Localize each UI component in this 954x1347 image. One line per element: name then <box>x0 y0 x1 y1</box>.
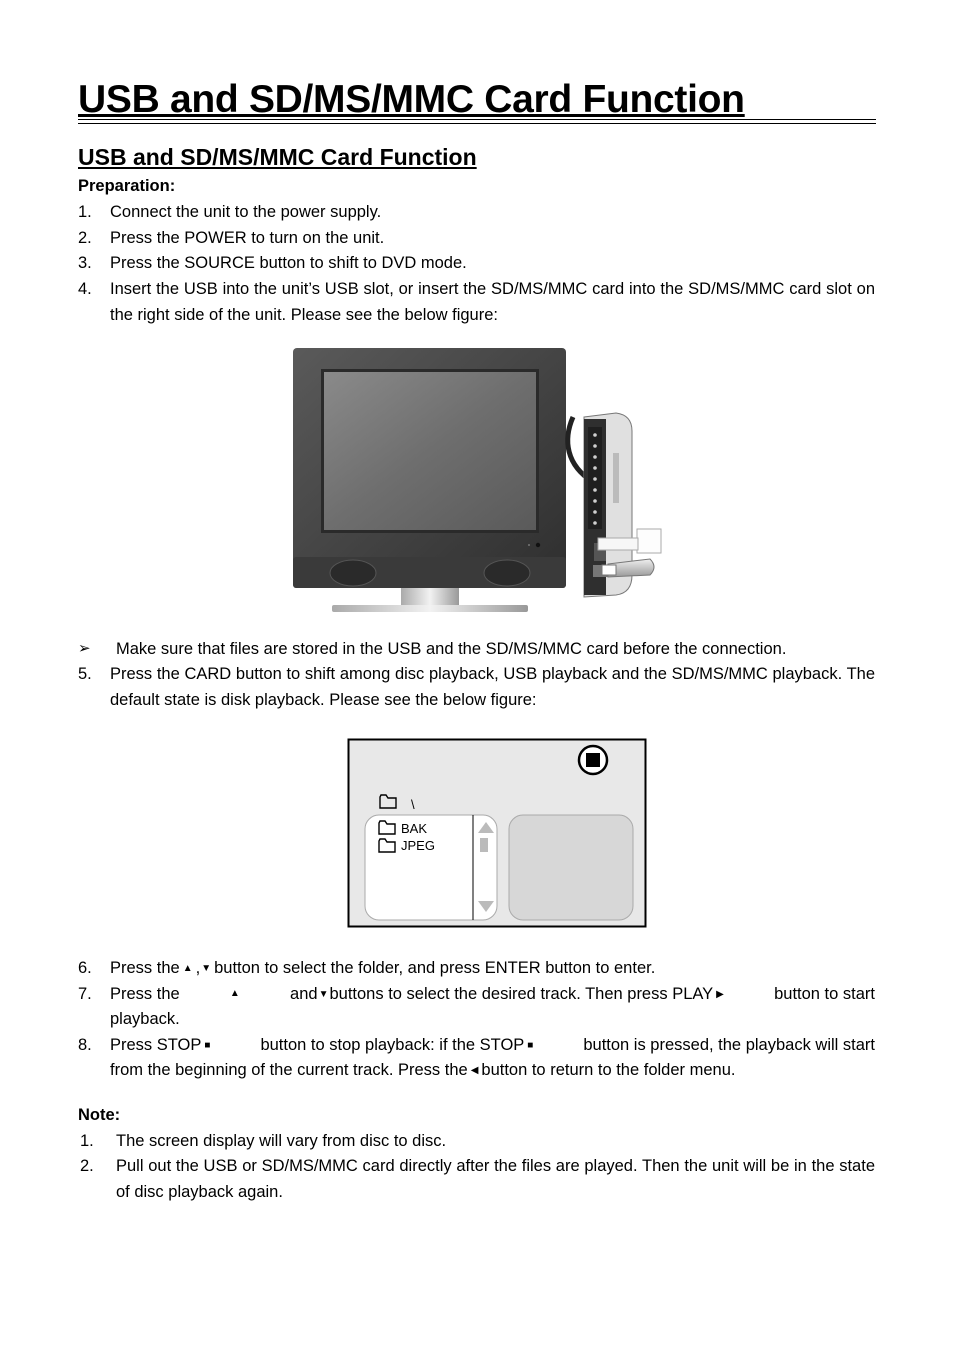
bullet-text: Make sure that files are stored in the USB and the SD/MS/MMC card before the connection. <box>116 640 787 658</box>
note-text: Pull out the USB or SD/MS/MMC card directly after the files are played. Then the unit will be in the state of disc playback again. <box>116 1157 875 1201</box>
bullet-arrow-icon: ➢ <box>78 640 91 657</box>
section-heading: USB and SD/MS/MMC Card Function <box>78 144 477 170</box>
down-arrow-icon: ▼ <box>201 963 212 974</box>
up-arrow-icon: ▲ <box>182 963 193 974</box>
step-number: 6. <box>78 959 92 977</box>
tv-unit-figure <box>290 345 670 615</box>
note-number: 1. <box>80 1132 94 1150</box>
step-text: Connect the unit to the power supply. <box>110 203 382 221</box>
step-number: 2. <box>78 229 92 247</box>
step-text: from the beginning of the current track. Press the ◀ button to return to the folder menu. <box>110 1057 875 1084</box>
step-number: 3. <box>78 254 92 272</box>
note-text: The screen display will vary from disc to disc. <box>116 1132 447 1150</box>
step-text: Press the POWER to turn on the unit. <box>110 229 385 247</box>
step-text: playback. <box>110 1010 180 1028</box>
folder-menu-figure <box>347 738 649 930</box>
note-number: 2. <box>80 1157 94 1175</box>
step-number: 1. <box>78 203 92 221</box>
down-arrow-icon: ▼ <box>318 989 329 1000</box>
step-text: Press the ▲ ,▼ button to select the folder, and press ENTER button to enter. <box>110 955 875 982</box>
step-text: Press the ▲ and▼buttons to select the desired track. Then press PLAY ▶ button to start <box>110 981 875 1008</box>
title-underline-rule-second <box>78 123 876 124</box>
step-text: Insert the USB into the unit’s USB slot, or insert the SD/MS/MMC card into the SD/MS/MMC card slot on the right side of the unit. Please see the below figure: <box>110 280 875 324</box>
step-number: 5. <box>78 665 92 683</box>
current-path: \ <box>411 797 415 812</box>
folder-item[interactable]: JPEG <box>401 838 435 853</box>
stop-icon: ■ <box>527 1040 534 1051</box>
stop-icon: ■ <box>204 1040 211 1051</box>
step-number: 7. <box>78 985 92 1003</box>
up-arrow-icon: ▲ <box>229 988 240 999</box>
title-underline-rule <box>78 119 876 120</box>
preview-pane <box>509 815 633 920</box>
note-label: Note: <box>78 1106 121 1124</box>
page-title: USB and SD/MS/MMC Card Function <box>78 78 745 121</box>
scrollbar-thumb[interactable] <box>480 838 488 852</box>
step-number: 8. <box>78 1036 92 1054</box>
step-text: Press the SOURCE button to shift to DVD mode. <box>110 254 467 272</box>
left-arrow-icon: ◀ <box>470 1065 479 1076</box>
play-icon: ▶ <box>716 989 724 1000</box>
preparation-label: Preparation: <box>78 177 176 195</box>
step-text: Press the CARD button to shift among disc playback, USB playback and the SD/MS/MMC playback. The default state is disk playback. Please see the below figure: <box>110 665 875 709</box>
step-number: 4. <box>78 280 92 298</box>
stop-icon <box>579 746 607 774</box>
folder-item[interactable]: BAK <box>401 821 428 836</box>
step-text: Press STOP ■ button to stop playback: if the STOP ■ button is pressed, the playback will start <box>110 1032 875 1059</box>
